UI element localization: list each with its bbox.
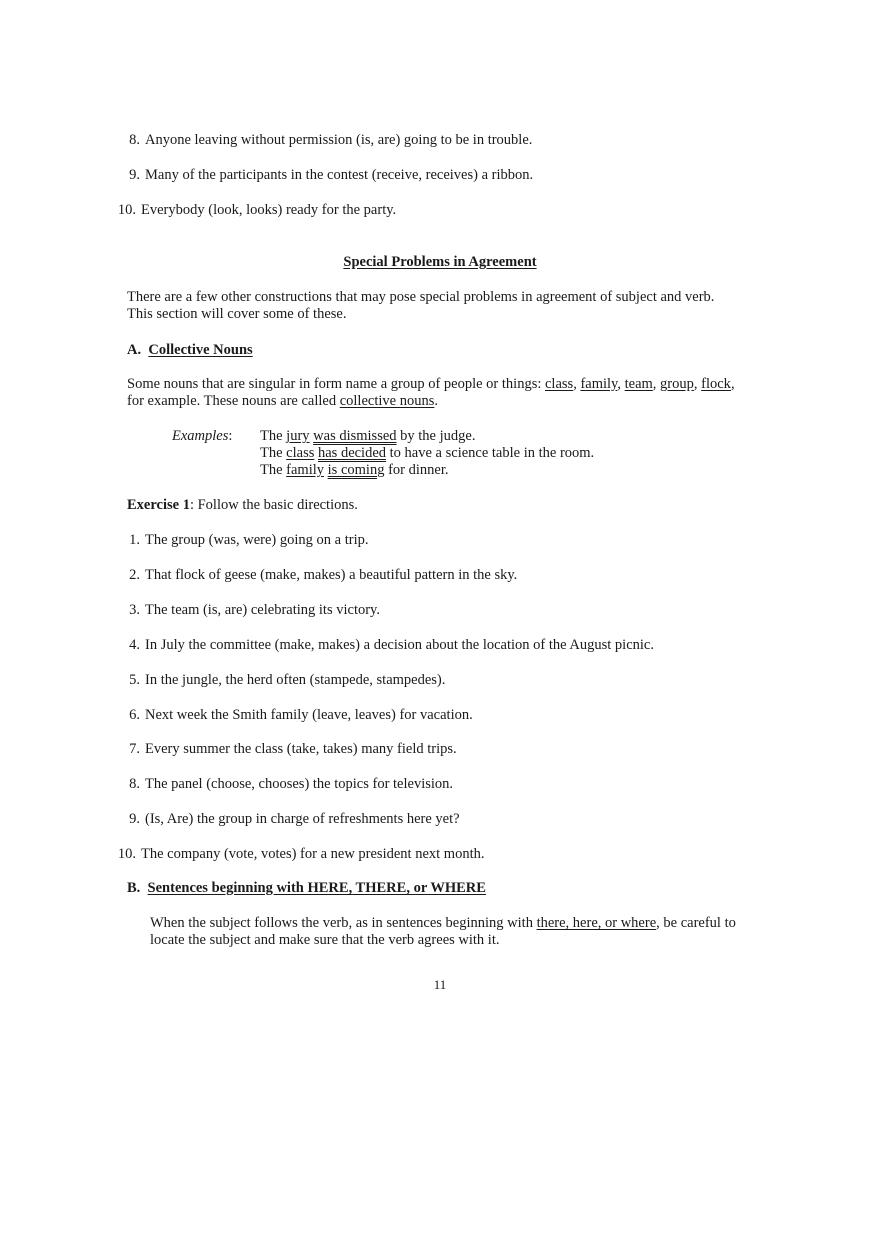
text-run: for example. These nouns are called: [127, 393, 340, 409]
text-run: , be careful to: [656, 915, 736, 931]
list-item: Anyone leaving without permission (is, are) going to be in trouble.: [145, 132, 533, 148]
collective-line-2: [127, 393, 438, 410]
list-item-number: 10.: [117, 202, 136, 218]
example-word: group: [660, 376, 694, 392]
exercise-item: The group (was, were) going on a trip.: [145, 532, 369, 548]
section-b-line-1: [150, 915, 736, 932]
subsection-b-heading: [127, 880, 486, 897]
key-term: there, here, or where: [536, 915, 657, 931]
text-run: Some nouns that are singular in form name a group of people or things:: [127, 376, 545, 392]
examples-label: [172, 428, 232, 445]
exercise-heading: [127, 497, 358, 514]
subsection-letter: A.: [127, 342, 142, 358]
subsection-letter: B.: [127, 880, 141, 896]
subsection-title: Collective Nouns: [148, 342, 253, 358]
exercise-directions: : Follow the basic directions.: [189, 497, 358, 513]
example-word: family: [580, 376, 618, 392]
exercise-number: 1.: [129, 532, 140, 548]
text-run: for dinner.: [384, 462, 449, 478]
text-run: The: [260, 462, 287, 478]
text-run: by the judge.: [396, 428, 476, 444]
exercise-label: Exercise 1: [127, 497, 190, 513]
exercise-item: That flock of geese (make, makes) a beautiful pattern in the sky.: [145, 567, 518, 583]
exercise-number: 7.: [129, 741, 140, 757]
exercise-item: (Is, Are) the group in charge of refreshments here yet?: [145, 811, 460, 827]
section-title: [0, 254, 880, 271]
exercise-item: The panel (choose, chooses) the topics for television.: [145, 776, 454, 792]
collective-line-1: Some nouns that are singular in form name a group of people or things: class, family, team, group, flock,: [127, 376, 735, 392]
subsection-title: Sentences beginning with HERE, THERE, or WHERE: [147, 880, 486, 896]
text-run: to have a science table in the room.: [386, 445, 595, 461]
example-subject: class: [286, 445, 315, 461]
section-title-text: Special Problems in Agreement: [343, 254, 537, 270]
exercise-item: In July the committee (make, makes) a decision about the location of the August picnic.: [145, 637, 654, 653]
example-line: [260, 445, 594, 462]
exercise-number: 10.: [117, 846, 136, 862]
text-run: :: [228, 428, 233, 444]
example-word: class: [545, 376, 574, 392]
text-run: The: [260, 445, 287, 461]
text-run: .: [434, 393, 438, 409]
exercise-number: 2.: [129, 567, 140, 583]
example-subject: family: [286, 462, 325, 478]
example-verb: is coming: [327, 462, 385, 478]
exercise-number: 9.: [129, 811, 140, 827]
list-item-number: 9.: [129, 167, 140, 183]
example-line: [260, 428, 475, 445]
examples-label-text: Examples: [172, 428, 229, 444]
section-b-line-2: locate the subject and make sure that the verb agrees with it.: [150, 932, 500, 948]
subsection-a-heading: [127, 342, 253, 359]
key-term: collective nouns: [339, 393, 435, 409]
list-item: Many of the participants in the contest (receive, receives) a ribbon.: [145, 167, 534, 183]
exercise-item: The team (is, are) celebrating its victory.: [145, 602, 380, 618]
example-verb: was dismissed: [313, 428, 397, 444]
exercise-number: 8.: [129, 776, 140, 792]
exercise-item: Every summer the class (take, takes) many field trips.: [145, 741, 457, 757]
exercise-item: In the jungle, the herd often (stampede, stampedes).: [145, 672, 446, 688]
example-line: [260, 462, 448, 479]
intro-line: There are a few other constructions that may pose special problems in agreement of subject and verb.: [127, 289, 715, 305]
page-number: 11: [433, 977, 447, 992]
list-item-number: 8.: [129, 132, 140, 148]
exercise-number: 3.: [129, 602, 140, 618]
example-subject: jury: [286, 428, 310, 444]
intro-line: This section will cover some of these.: [127, 306, 347, 322]
example-word: team: [624, 376, 653, 392]
exercise-number: 5.: [129, 672, 140, 688]
text-run: The: [260, 428, 287, 444]
exercise-item: Next week the Smith family (leave, leaves) for vacation.: [145, 707, 473, 723]
exercise-number: 4.: [129, 637, 140, 653]
exercise-item: The company (vote, votes) for a new president next month.: [141, 846, 485, 862]
text-run: When the subject follows the verb, as in sentences beginning with: [150, 915, 537, 931]
list-item: Everybody (look, looks) ready for the party.: [141, 202, 397, 218]
exercise-number: 6.: [129, 707, 140, 723]
example-verb: has decided: [317, 445, 387, 461]
example-word: flock: [701, 376, 731, 392]
